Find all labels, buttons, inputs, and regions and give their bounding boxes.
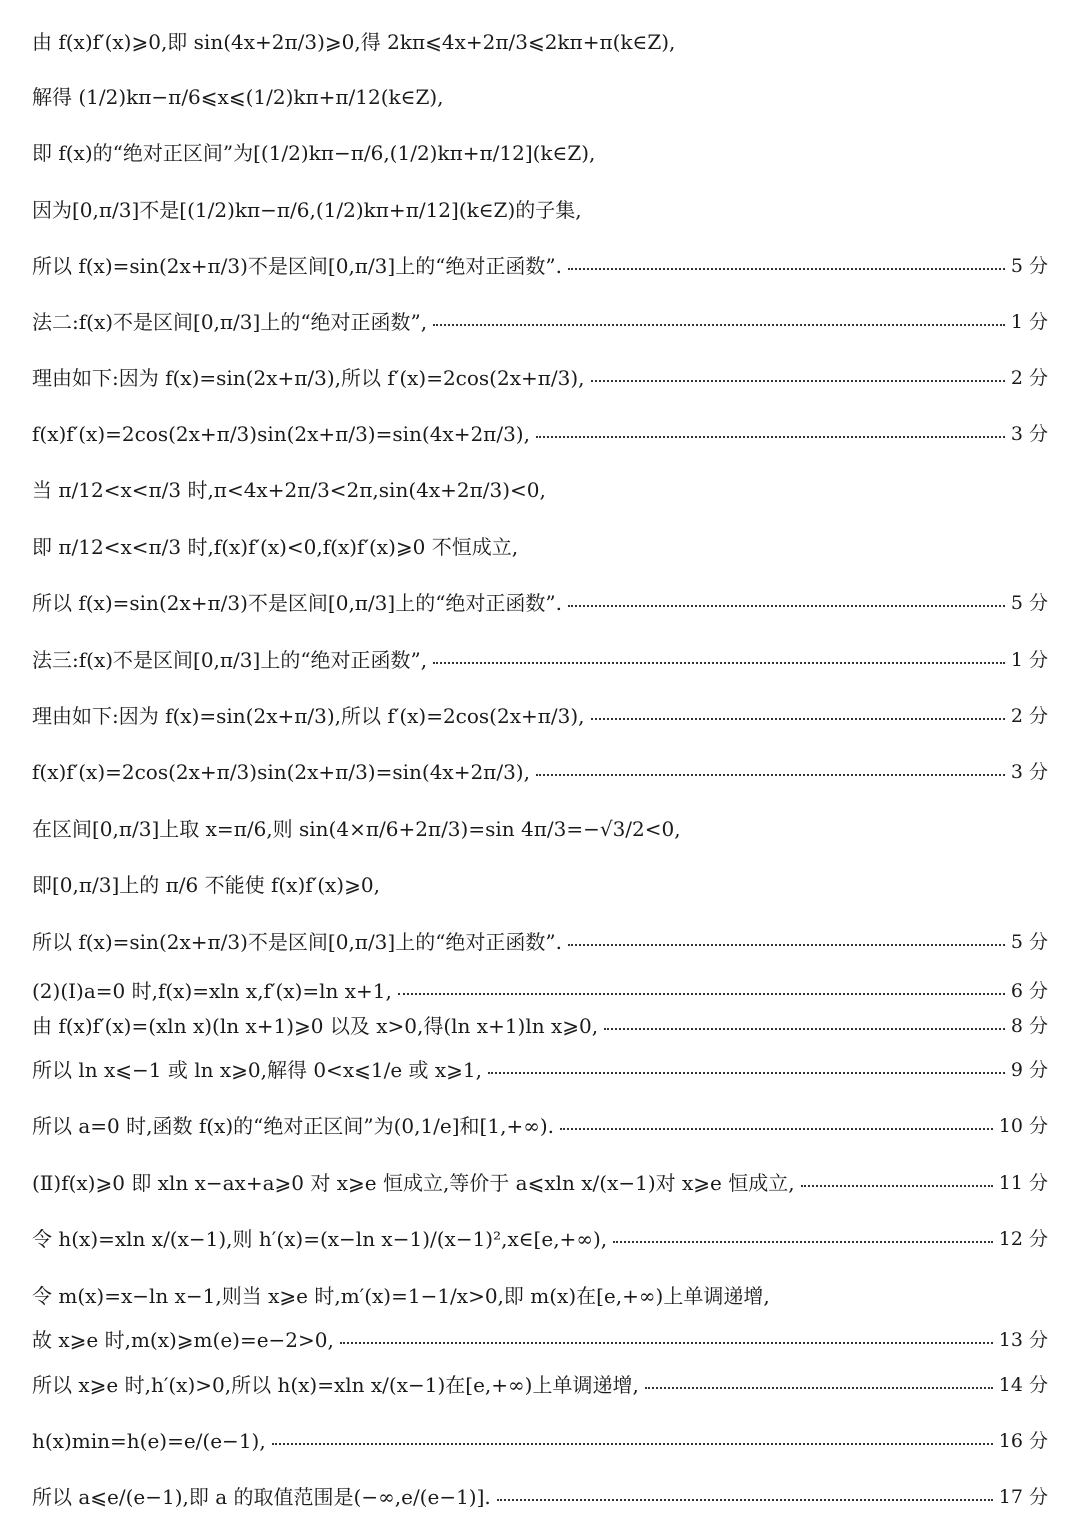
score-mark: 5 分 xyxy=(1010,931,1048,953)
line-text: f(x)f′(x)=2cos(2x+π/3)sin(2x+π/3)=sin(4x+2π/3), xyxy=(32,760,530,784)
dot-leader xyxy=(433,662,1005,664)
solution-line xyxy=(32,141,1048,165)
solution-line xyxy=(32,1485,1048,1509)
solution-line xyxy=(32,366,1048,390)
line-text: h(x)min=h(e)=e/(e−1), xyxy=(32,1429,266,1453)
line-text: 所以 a=0 时,函数 f(x)的“绝对正区间”为(0,1/e]和[1,+∞). xyxy=(32,1114,555,1138)
dot-leader xyxy=(568,268,1005,270)
dot-leader xyxy=(497,1499,993,1501)
dot-leader xyxy=(398,993,1005,995)
dot-leader xyxy=(645,1387,993,1389)
line-text: 解得 (1/2)kπ−π/6⩽x⩽(1/2)kπ+π/12(k∈Z), xyxy=(32,85,444,109)
score-mark: 5 分 xyxy=(1010,592,1048,614)
solution-line xyxy=(32,478,1048,502)
solution-line xyxy=(32,1171,1048,1195)
solution-line xyxy=(32,30,1048,54)
line-text: (Ⅱ)f(x)⩾0 即 xln x−ax+a⩾0 对 x⩾e 恒成立,等价于 a⩽xln x/(x−1)对 x⩾e 恒成立, xyxy=(32,1171,795,1195)
solution-line xyxy=(32,85,1048,109)
dot-leader xyxy=(488,1072,1005,1074)
dot-leader xyxy=(568,944,1005,946)
solution-line xyxy=(32,760,1048,784)
line-text: f(x)f′(x)=2cos(2x+π/3)sin(2x+π/3)=sin(4x+2π/3), xyxy=(32,422,530,446)
solution-line xyxy=(32,1373,1048,1397)
dot-leader xyxy=(433,324,1005,326)
score-mark: 14 分 xyxy=(998,1374,1048,1396)
dot-leader xyxy=(272,1443,993,1445)
line-text: 所以 a⩽e/(e−1),即 a 的取值范围是(−∞,e/(e−1)]. xyxy=(32,1485,491,1509)
line-text: 在区间[0,π/3]上取 x=π/6,则 sin(4×π/6+2π/3)=sin 4π/3=−√3/2<0, xyxy=(32,817,681,841)
score-mark: 1 分 xyxy=(1010,649,1048,671)
solution-line xyxy=(32,979,1048,1003)
solution-line xyxy=(32,873,1048,897)
line-text: 所以 ln x⩽−1 或 ln x⩾0,解得 0<x⩽1/e 或 x⩾1, xyxy=(32,1058,482,1082)
line-text: 令 m(x)=x−ln x−1,则当 x⩾e 时,m′(x)=1−1/x>0,即 m(x)在[e,+∞)上单调递增, xyxy=(32,1284,770,1308)
score-mark: 16 分 xyxy=(998,1430,1048,1452)
line-text: 所以 x⩾e 时,h′(x)>0,所以 h(x)=xln x/(x−1)在[e,+∞)上单调递增, xyxy=(32,1373,639,1397)
solution-line xyxy=(32,254,1048,278)
line-text: 理由如下:因为 f(x)=sin(2x+π/3),所以 f′(x)=2cos(2x+π/3), xyxy=(32,366,585,390)
solution-line xyxy=(32,704,1048,728)
dot-leader xyxy=(604,1028,1005,1030)
dot-leader xyxy=(340,1342,993,1344)
line-text: 所以 f(x)=sin(2x+π/3)不是区间[0,π/3]上的“绝对正函数”. xyxy=(32,930,563,954)
solution-line xyxy=(32,198,1048,222)
dot-leader xyxy=(591,380,1005,382)
score-mark: 11 分 xyxy=(998,1172,1048,1194)
solution-line xyxy=(32,422,1048,446)
line-text: 因为[0,π/3]不是[(1/2)kπ−π/6,(1/2)kπ+π/12](k∈Z)的子集, xyxy=(32,198,582,222)
line-text: 即 π/12<x<π/3 时,f(x)f′(x)<0,f(x)f′(x)⩾0 不恒成立, xyxy=(32,535,519,559)
score-mark: 10 分 xyxy=(998,1115,1048,1137)
score-mark: 3 分 xyxy=(1010,423,1048,445)
score-mark: 6 分 xyxy=(1010,980,1048,1002)
score-mark: 12 分 xyxy=(998,1228,1048,1250)
dot-leader xyxy=(536,436,1005,438)
score-mark: 8 分 xyxy=(1010,1015,1048,1037)
solution-line xyxy=(32,1328,1048,1352)
score-mark: 17 分 xyxy=(998,1486,1048,1508)
line-text: 即[0,π/3]上的 π/6 不能使 f(x)f′(x)⩾0, xyxy=(32,873,380,897)
line-text: 故 x⩾e 时,m(x)⩾m(e)=e−2>0, xyxy=(32,1328,334,1352)
line-text: 由 f(x)f′(x)=(xln x)(ln x+1)⩾0 以及 x>0,得(ln x+1)ln x⩾0, xyxy=(32,1014,599,1038)
line-text: 由 f(x)f′(x)⩾0,即 sin(4x+2π/3)⩾0,得 2kπ⩽4x+2π/3⩽2kπ+π(k∈Z), xyxy=(32,30,676,54)
solution-line xyxy=(32,1429,1048,1453)
line-text: 理由如下:因为 f(x)=sin(2x+π/3),所以 f′(x)=2cos(2x+π/3), xyxy=(32,704,585,728)
line-text: 法二:f(x)不是区间[0,π/3]上的“绝对正函数”, xyxy=(32,310,428,334)
line-text: 所以 f(x)=sin(2x+π/3)不是区间[0,π/3]上的“绝对正函数”. xyxy=(32,254,563,278)
dot-leader xyxy=(801,1185,993,1187)
score-mark: 3 分 xyxy=(1010,761,1048,783)
line-text: 所以 f(x)=sin(2x+π/3)不是区间[0,π/3]上的“绝对正函数”. xyxy=(32,591,563,615)
solution-line xyxy=(32,1227,1048,1251)
solution-line xyxy=(32,1284,1048,1308)
dot-leader xyxy=(613,1241,993,1243)
line-text: 即 f(x)的“绝对正区间”为[(1/2)kπ−π/6,(1/2)kπ+π/12](k∈Z), xyxy=(32,141,596,165)
line-text: 当 π/12<x<π/3 时,π<4x+2π/3<2π,sin(4x+2π/3)<0, xyxy=(32,478,546,502)
score-mark: 2 分 xyxy=(1010,367,1048,389)
solution-line xyxy=(32,930,1048,954)
score-mark: 9 分 xyxy=(1010,1059,1048,1081)
solution-line xyxy=(32,1014,1048,1038)
solution-line xyxy=(32,1114,1048,1138)
solution-line xyxy=(32,535,1048,559)
solution-line xyxy=(32,1058,1048,1082)
line-text: 法三:f(x)不是区间[0,π/3]上的“绝对正函数”, xyxy=(32,648,428,672)
score-mark: 13 分 xyxy=(998,1329,1048,1351)
solution-line xyxy=(32,591,1048,615)
score-mark: 2 分 xyxy=(1010,705,1048,727)
line-text: (2)(Ⅰ)a=0 时,f(x)=xln x,f′(x)=ln x+1, xyxy=(32,979,392,1003)
score-mark: 1 分 xyxy=(1010,311,1048,333)
dot-leader xyxy=(560,1128,993,1130)
solution-line xyxy=(32,648,1048,672)
solution-line xyxy=(32,817,1048,841)
solution-line xyxy=(32,310,1048,334)
dot-leader xyxy=(568,605,1005,607)
dot-leader xyxy=(536,774,1005,776)
score-mark: 5 分 xyxy=(1010,255,1048,277)
line-text: 令 h(x)=xln x/(x−1),则 h′(x)=(x−ln x−1)/(x−1)²,x∈[e,+∞), xyxy=(32,1227,608,1251)
dot-leader xyxy=(591,718,1005,720)
